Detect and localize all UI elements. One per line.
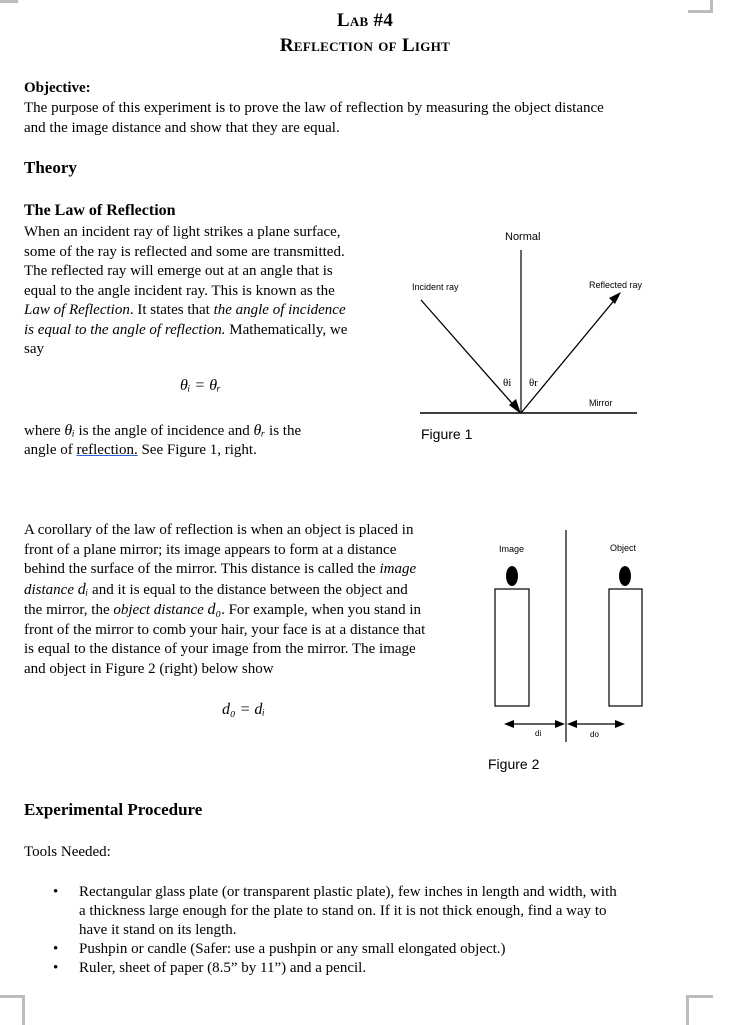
law-term: Law of Reflection <box>24 302 130 318</box>
di-label: di <box>535 729 542 738</box>
bullet-icon: • <box>53 941 59 957</box>
tool-3-line-1: Ruler, sheet of paper (8.5” by 11”) and a pencil. <box>79 960 367 976</box>
bullet-icon: • <box>53 884 59 900</box>
do-symbol: d₀ <box>207 601 222 618</box>
di-symbol: dᵢ <box>77 580 89 598</box>
law-paragraph <box>24 223 399 360</box>
law-line-4: equal to the angle incident ray. This is known as the <box>24 282 335 299</box>
tool-1-line-2: a thickness large enough for the plate to stand on. If it is not thick enough, find a way to <box>79 903 607 919</box>
corollary-line-5d: . For example, when you stand in <box>221 602 422 618</box>
law-line-5-italic: the angle of incidence <box>213 302 346 318</box>
do-label: do <box>590 730 599 739</box>
corner-mark-bottom-left <box>0 995 25 1025</box>
incident-ray <box>421 300 517 409</box>
corollary-line-5a: the mirror, the <box>24 602 114 618</box>
tool-1-line-1: Rectangular glass plate (or transparent plastic plate), few inches in length and width, with <box>79 884 617 900</box>
procedure-heading: Experimental Procedure <box>24 800 203 819</box>
reflected-ray <box>521 297 617 413</box>
figure-2-caption: Figure 2 <box>488 756 540 772</box>
corollary-line-2: front of a plane mirror; its image appears to form at a distance <box>24 541 397 558</box>
theta-r-label: θr <box>529 377 538 389</box>
theory-heading: Theory <box>24 158 77 177</box>
corollary-line-7: is equal to the distance of your image from the mirror. The image <box>24 641 416 657</box>
where-line-2a: angle of <box>24 442 77 458</box>
figure-1-diagram <box>405 225 655 425</box>
normal-label: Normal <box>505 231 541 243</box>
corner-mark-bottom-right <box>686 995 713 1025</box>
image-candle <box>495 589 529 706</box>
object-candle-flame <box>619 566 631 586</box>
tool-2-line-1: Pushpin or candle (Safer: use a pushpin or any small elongated object.) <box>79 941 506 957</box>
bullet-icon: • <box>53 960 59 976</box>
tools-list <box>53 883 693 978</box>
law-line-6-rest: Mathematically, we <box>225 321 348 338</box>
do-arrow-head-left <box>567 720 577 728</box>
corollary-paragraph <box>24 521 484 679</box>
law-heading: The Law of Reflection <box>24 202 176 219</box>
tools-needed-label: Tools Needed: <box>24 844 111 860</box>
tools-list-item <box>53 940 693 959</box>
corollary-line-3 <box>24 560 484 580</box>
image-term: image <box>379 561 417 577</box>
law-line-3: The reflected ray will emerge out at an angle that is <box>24 263 333 279</box>
law-line-5 <box>24 301 399 321</box>
tools-list-item <box>53 959 693 978</box>
di-arrow-head-left <box>504 720 514 728</box>
where-line-2 <box>24 441 257 461</box>
corollary-line-6: front of the mirror to comb your hair, your face is at a distance that <box>24 621 426 638</box>
di-arrow-head-right <box>555 720 565 728</box>
theta-r-symbol: θᵣ <box>253 422 266 439</box>
theta-i-label: θi <box>503 377 512 389</box>
law-line-7: say <box>24 341 44 357</box>
where-line-2c: See Figure 1, right. <box>137 442 257 458</box>
tool-1-line-3: have it stand on its length. <box>79 922 237 938</box>
distance-term: distance <box>24 581 74 598</box>
corollary-line-1: A corollary of the law of reflection is when an object is placed in <box>24 522 414 538</box>
lab-subtitle: Reflection of Light <box>279 35 451 56</box>
mirror-label: Mirror <box>589 398 613 408</box>
theta-i-symbol: θᵢ <box>64 422 75 439</box>
law-line-6-italic: is equal to the angle of reflection. <box>24 321 226 338</box>
where-line-1 <box>24 421 301 442</box>
tools-list-item <box>53 883 693 940</box>
reflected-ray-arrowhead <box>609 292 621 304</box>
corollary-line-8: and object in Figure 2 (right) below show <box>24 660 274 677</box>
corollary-line-4c: and it is equal to the distance between the object and <box>88 581 408 598</box>
incident-ray-label: Incident ray <box>412 282 459 292</box>
equation-angles: θᵢ = θᵣ <box>180 377 221 394</box>
law-line-5-mid: . It states that <box>129 302 214 318</box>
corollary-line-5 <box>24 600 484 621</box>
law-line-2: some of the ray is reflected and some are transmitted. <box>24 243 345 260</box>
image-candle-flame <box>506 566 518 586</box>
object-label: Object <box>610 543 637 553</box>
reflection-underlined-word: reflection. <box>76 442 138 458</box>
corollary-line-4 <box>24 580 484 601</box>
lab-title: Lab #4 <box>336 10 394 31</box>
image-label: Image <box>499 544 525 554</box>
where-text-a: where <box>24 423 65 439</box>
object-candle <box>609 589 642 706</box>
figure-2-diagram <box>488 528 648 748</box>
figure-1-caption: Figure 1 <box>421 426 473 442</box>
do-arrow-head-right <box>615 720 625 728</box>
where-text-b: is the angle of incidence and <box>74 423 254 439</box>
law-line-1: When an incident ray of light strikes a plane surface, <box>24 224 341 240</box>
object-distance-term: object distance <box>113 602 204 618</box>
where-text-c: is the <box>265 423 302 439</box>
corner-mark-top-left <box>0 0 18 3</box>
objective-line-1: The purpose of this experiment is to prove the law of reflection by measuring the object distance <box>24 100 604 116</box>
reflected-ray-label: Reflected ray <box>589 280 643 290</box>
equation-distances: d₀ = dᵢ <box>222 701 265 718</box>
law-line-6 <box>24 321 399 341</box>
objective-heading: Objective: <box>24 80 91 96</box>
corollary-line-3a: behind the surface of the mirror. This distance is called the <box>24 561 380 577</box>
objective-line-2: and the image distance and show that they are equal. <box>24 120 340 136</box>
